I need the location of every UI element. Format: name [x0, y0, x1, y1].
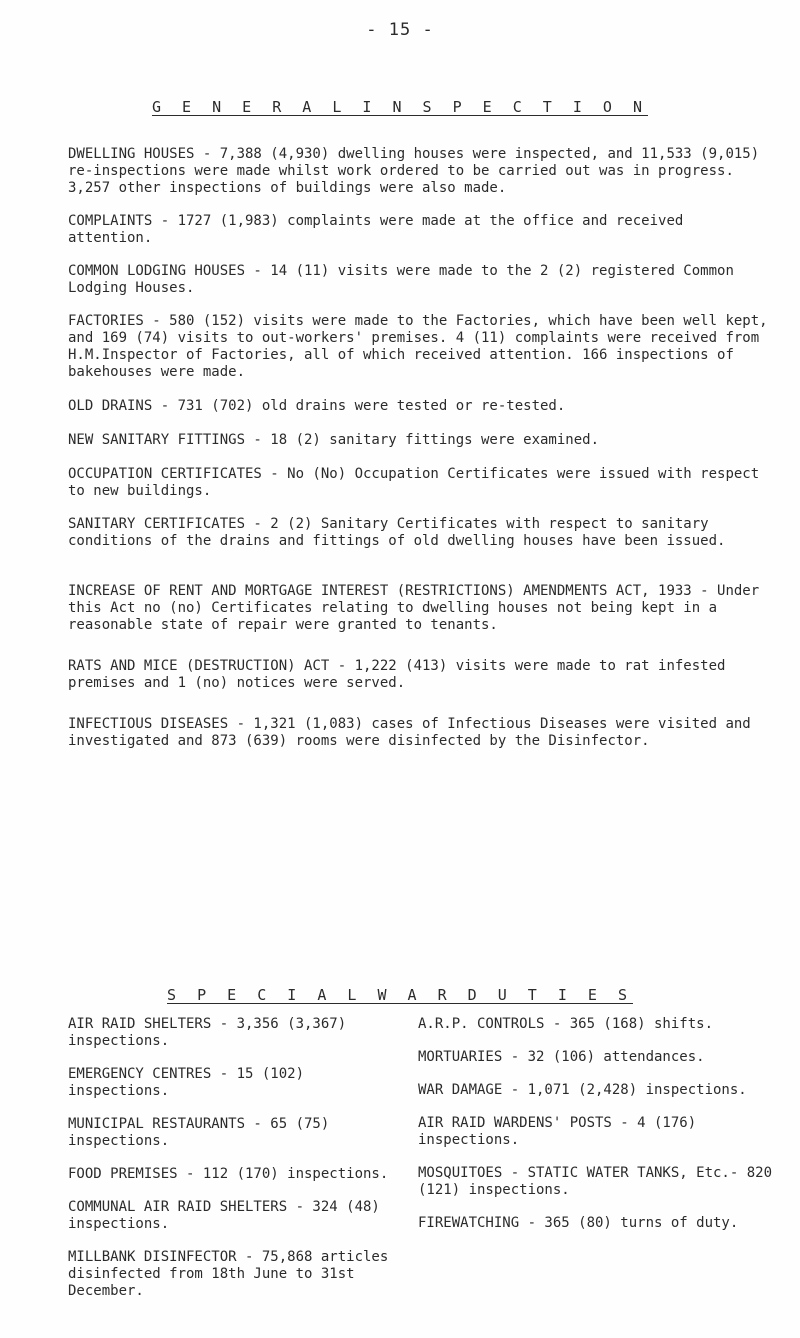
- emergency-centres-item: EMERGENCY CENTRES - 15 (102) inspections.: [68, 1066, 305, 1099]
- war-damage-item: WAR DAMAGE - 1,071 (2,428) inspections.: [418, 1082, 747, 1098]
- special-duties-left-column: [68, 1016, 408, 1300]
- occupation-certificates-paragraph: OCCUPATION CERTIFICATES - No (No) Occupation Certificates were issued with respect to new buildings.: [68, 466, 760, 499]
- air-raid-wardens-posts-item: AIR RAID WARDENS' POSTS - 4 (176) inspections.: [418, 1115, 697, 1148]
- old-drains-paragraph: OLD DRAINS - 731 (702) old drains were tested or re-tested.: [68, 398, 566, 414]
- municipal-restaurants-item: MUNICIPAL RESTAURANTS - 65 (75) inspections.: [68, 1116, 330, 1149]
- special-war-duties-heading: S P E C I A L W A R D U T I E S: [167, 986, 633, 1004]
- rent-restrictions-act-paragraph: INCREASE OF RENT AND MORTGAGE INTEREST (RESTRICTIONS) AMENDMENTS ACT, 1933 - Under this Act no (no) Certificates relating to dwelling houses not being kept in a reasonable state of repair were granted to tenants.: [68, 583, 760, 633]
- mosquitoes-item: MOSQUITOES - STATIC WATER TANKS, Etc.- 820 (121) inspections.: [418, 1165, 773, 1198]
- factories-paragraph: FACTORIES - 580 (152) visits were made to the Factories, which have been well kept, and 169 (74) visits to out-workers' premises. 4 (11) complaints were received from H.M.Inspector of Factories, all of which received attention. 166 inspections of bakehouses were made.: [68, 313, 768, 380]
- arp-controls-item: A.R.P. CONTROLS - 365 (168) shifts.: [418, 1016, 714, 1032]
- complaints-paragraph: COMPLAINTS - 1727 (1,983) complaints were made at the office and received attention.: [68, 213, 684, 246]
- dwelling-houses-paragraph: DWELLING HOUSES - 7,388 (4,930) dwelling houses were inspected, and 11,533 (9,015) re-inspections were made whilst work ordered to be carried out was in progress. 3,257 other inspections of buildings were also made.: [68, 146, 760, 196]
- air-raid-shelters-item: AIR RAID SHELTERS - 3,356 (3,367) inspections.: [68, 1016, 347, 1049]
- rats-and-mice-paragraph: RATS AND MICE (DESTRUCTION) ACT - 1,222 (413) visits were made to rat infested premises and 1 (no) notices were served.: [68, 658, 726, 691]
- food-premises-item: FOOD PREMISES - 112 (170) inspections.: [68, 1166, 389, 1182]
- general-inspection-heading: G E N E R A L I N S P E C T I O N: [151, 98, 648, 116]
- sanitary-certificates-paragraph: SANITARY CERTIFICATES - 2 (2) Sanitary Certificates with respect to sanitary conditions of the drains and fittings of old dwelling houses have been issued.: [68, 516, 726, 549]
- firewatching-item: FIREWATCHING - 365 (80) turns of duty.: [418, 1215, 739, 1231]
- communal-air-raid-shelters-item: COMMUNAL AIR RAID SHELTERS - 324 (48) inspections.: [68, 1199, 380, 1232]
- millbank-disinfector-item: MILLBANK DISINFECTOR - 75,868 articles disinfected from 18th June to 31st December.: [68, 1249, 389, 1299]
- common-lodging-houses-paragraph: COMMON LODGING HOUSES - 14 (11) visits were made to the 2 (2) registered Common Lodging Houses.: [68, 263, 734, 296]
- page-number: - 15 -: [366, 20, 434, 40]
- infectious-diseases-paragraph: INFECTIOUS DISEASES - 1,321 (1,083) cases of Infectious Diseases were visited and investigated and 873 (639) rooms were disinfected by the Disinfector.: [68, 716, 751, 749]
- mortuaries-item: MORTUARIES - 32 (106) attendances.: [418, 1049, 705, 1065]
- special-duties-right-column: [418, 1016, 790, 1232]
- new-sanitary-fittings-paragraph: NEW SANITARY FITTINGS - 18 (2) sanitary fittings were examined.: [68, 432, 600, 448]
